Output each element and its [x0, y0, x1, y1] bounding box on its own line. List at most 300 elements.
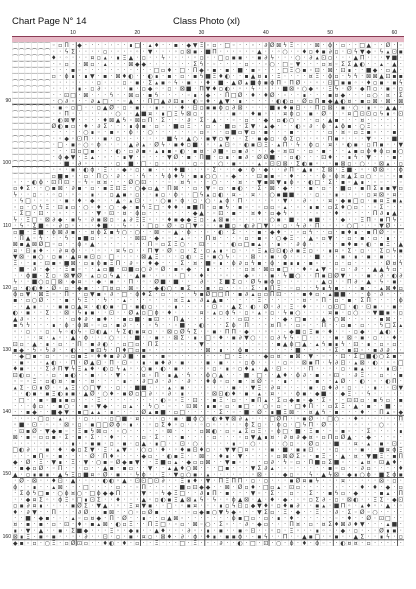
stitch-symbol: · — [368, 118, 370, 124]
stitch-symbol: · — [188, 491, 190, 497]
stitch-symbol: · — [14, 273, 16, 279]
stitch-symbol: · — [194, 454, 196, 460]
stitch-symbol: · — [162, 217, 164, 223]
stitch-symbol: ■ — [295, 429, 301, 435]
stitch-symbol: ♦ — [173, 167, 178, 174]
stitch-symbol: ¤ — [277, 354, 281, 360]
stitch-symbol: ◆ — [309, 87, 314, 93]
stitch-symbol: · — [168, 118, 170, 124]
stitch-symbol: · — [291, 199, 293, 205]
stitch-symbol: ▫ — [13, 286, 17, 292]
stitch-symbol: · — [104, 385, 106, 391]
stitch-symbol: ▲ — [219, 99, 224, 105]
stitch-symbol: ▼ — [251, 124, 256, 130]
stitch-symbol: ♦ — [270, 496, 275, 503]
stitch-symbol: ▪ — [20, 466, 24, 472]
stitch-symbol: ◦ — [161, 105, 164, 111]
stitch-symbol: ⋅ — [348, 329, 350, 335]
stitch-symbol: · — [213, 441, 215, 447]
stitch-symbol: ▪ — [193, 472, 197, 478]
stitch-symbol: · — [393, 466, 395, 472]
stitch-symbol: · — [361, 230, 363, 236]
stitch-symbol: · — [194, 342, 196, 348]
stitch-symbol: ▪ — [155, 336, 159, 342]
stitch-symbol: ϟ — [335, 491, 339, 497]
stitch-symbol: Σ — [348, 62, 352, 68]
stitch-symbol: ◐ — [353, 304, 358, 310]
stitch-symbol: ▪ — [193, 174, 197, 180]
stitch-symbol: · — [188, 273, 190, 279]
stitch-symbol: ▲ — [366, 280, 371, 286]
stitch-symbol: Π — [154, 373, 158, 379]
stitch-symbol: ▲ — [309, 236, 314, 242]
stitch-symbol: ◦ — [303, 497, 306, 503]
stitch-symbol: · — [79, 404, 81, 410]
stitch-symbol: ⊠ — [135, 118, 140, 124]
stitch-symbol: ▲ — [90, 360, 95, 366]
stitch-symbol: Ø — [148, 509, 153, 516]
stitch-symbol: ¤ — [251, 379, 255, 385]
stitch-symbol: · — [213, 342, 215, 348]
stitch-symbol: Π — [289, 522, 293, 528]
stitch-symbol: · — [271, 472, 273, 478]
stitch-symbol: · — [34, 441, 36, 447]
stitch-symbol: ▪ — [20, 541, 24, 546]
stitch-symbol: ▪ — [264, 280, 268, 286]
stitch-symbol: · — [348, 56, 350, 62]
stitch-symbol: ▫ — [90, 62, 94, 68]
stitch-symbol: · — [201, 304, 203, 310]
stitch-symbol: · — [143, 168, 145, 174]
stitch-symbol: · — [374, 217, 376, 223]
stitch-symbol: ⋅ — [374, 429, 376, 435]
stitch-symbol: ▪ — [392, 528, 396, 534]
stitch-symbol: Π — [315, 273, 319, 279]
stitch-symbol: ¤ — [328, 199, 332, 205]
stitch-symbol: ∂ — [97, 124, 100, 130]
stitch-symbol: · — [143, 43, 145, 49]
stitch-symbol: Π — [392, 379, 396, 385]
stitch-symbol: · — [246, 255, 248, 261]
stitch-symbol: · — [368, 329, 370, 335]
stitch-symbol: ▪ — [380, 441, 384, 447]
stitch-symbol: ϟ — [283, 43, 287, 49]
stitch-symbol: ▫ — [399, 485, 403, 491]
stitch-symbol: ◦ — [78, 68, 81, 74]
stitch-symbol: ▪ — [65, 398, 69, 404]
stitch-symbol: ɸ — [65, 74, 69, 80]
stitch-symbol: ♦ — [327, 154, 332, 161]
stitch-symbol: ◦ — [174, 448, 177, 454]
stitch-symbol: · — [188, 62, 190, 68]
stitch-symbol: ▫ — [270, 267, 274, 273]
stitch-symbol: ▴ — [380, 62, 383, 68]
stitch-symbol: □ — [179, 410, 185, 416]
stitch-symbol: ◦ — [399, 180, 402, 186]
stitch-symbol: ◦ — [251, 273, 254, 279]
stitch-symbol: · — [194, 323, 196, 329]
stitch-symbol: Σ — [258, 466, 262, 472]
stitch-symbol: ϟ — [399, 80, 403, 86]
stitch-symbol: · — [265, 261, 267, 267]
stitch-symbol: ɸ — [322, 124, 326, 130]
stitch-symbol: Ø — [129, 310, 134, 317]
stitch-symbol: ◦ — [277, 174, 280, 180]
stitch-symbol: ⋅ — [156, 168, 158, 174]
stitch-symbol: ◦ — [20, 379, 23, 385]
stitch-symbol: ◆ — [51, 429, 56, 435]
stitch-symbol: ¤ — [142, 373, 146, 379]
stitch-symbol: ϟ — [20, 323, 24, 329]
stitch-symbol: · — [400, 236, 402, 242]
stitch-symbol: ▫ — [245, 485, 249, 491]
stitch-symbol: ⌒ — [12, 67, 18, 74]
stitch-symbol: · — [387, 392, 389, 398]
stitch-symbol: · — [111, 429, 113, 435]
stitch-symbol: · — [355, 161, 357, 167]
stitch-symbol: · — [130, 485, 132, 491]
stitch-symbol: · — [46, 298, 48, 304]
stitch-symbol: ▫ — [52, 522, 56, 528]
stitch-symbol: ∎ — [65, 205, 69, 211]
stitch-symbol: ⊡ — [64, 522, 69, 528]
stitch-symbol: Ø — [90, 453, 95, 460]
stitch-symbol: ◆ — [199, 485, 204, 491]
stitch-symbol: ▫ — [322, 186, 326, 192]
stitch-symbol: ▫ — [148, 535, 152, 541]
stitch-symbol: ♦ — [360, 409, 365, 416]
stitch-symbol: · — [188, 429, 190, 435]
stitch-symbol: · — [329, 367, 331, 373]
stitch-symbol: · — [14, 491, 16, 497]
stitch-symbol: ▫ — [360, 174, 364, 180]
stitch-symbol: ▲ — [13, 317, 18, 323]
stitch-symbol: ϟ — [65, 236, 69, 242]
stitch-symbol: · — [111, 317, 113, 323]
stitch-symbol: ϟ — [142, 174, 146, 180]
stitch-symbol: ■ — [77, 528, 83, 534]
stitch-symbol: ∂ — [33, 267, 36, 273]
stitch-symbol: ◆ — [341, 392, 346, 398]
stitch-symbol: ▫ — [335, 298, 339, 304]
stitch-symbol: · — [355, 479, 357, 485]
stitch-symbol: · — [213, 155, 215, 161]
stitch-symbol: · — [162, 311, 164, 317]
stitch-symbol: ⊠ — [360, 360, 365, 366]
stitch-symbol: ◐ — [51, 379, 56, 385]
stitch-symbol: ♦ — [38, 247, 43, 254]
stitch-symbol: ♦ — [366, 79, 371, 86]
stitch-symbol: ◦ — [46, 441, 49, 447]
stitch-symbol: ϟ — [290, 336, 294, 342]
stitch-symbol: ♦ — [160, 447, 165, 454]
stitch-symbol: · — [117, 224, 119, 230]
stitch-symbol: ∂ — [78, 161, 81, 167]
stitch-symbol: · — [21, 410, 23, 416]
stitch-symbol: ∎ — [219, 504, 223, 510]
stitch-symbol: · — [143, 336, 145, 342]
stitch-symbol: · — [168, 336, 170, 342]
stitch-symbol: · — [124, 62, 126, 68]
stitch-symbol: □ — [102, 99, 108, 105]
stitch-symbol: · — [104, 192, 106, 198]
stitch-symbol: ▫ — [212, 205, 216, 211]
stitch-symbol: ∂ — [219, 541, 222, 546]
stitch-symbol: ▲ — [129, 99, 134, 105]
stitch-symbol: ♦ — [205, 534, 210, 541]
stitch-symbol: ∎ — [45, 342, 49, 348]
stitch-symbol: Ξ — [193, 217, 197, 223]
stitch-symbol: ▼ — [225, 448, 230, 454]
stitch-symbol: · — [393, 510, 395, 516]
stitch-symbol: Ξ — [123, 56, 127, 62]
stitch-symbol: ▫ — [290, 441, 294, 447]
stitch-symbol: ▪ — [277, 217, 281, 223]
stitch-symbol: Σ — [399, 93, 403, 99]
stitch-symbol: ♦ — [199, 272, 204, 279]
stitch-symbol: ∎ — [84, 311, 88, 317]
stitch-symbol: ◦ — [316, 261, 319, 267]
stitch-symbol: ◦ — [399, 304, 402, 310]
stitch-symbol: Π — [206, 236, 210, 242]
stitch-symbol: ▫ — [187, 143, 191, 149]
stitch-symbol: · — [175, 68, 177, 74]
stitch-symbol: · — [27, 230, 29, 236]
stitch-symbol: ■ — [186, 87, 192, 93]
stitch-symbol: ▫ — [97, 80, 101, 86]
stitch-symbol: · — [162, 230, 164, 236]
stitch-symbol: · — [336, 217, 338, 223]
stitch-symbol: · — [361, 155, 363, 161]
stitch-symbol: · — [284, 304, 286, 310]
stitch-symbol: Σ — [155, 342, 159, 348]
stitch-symbol: ▫ — [155, 124, 159, 130]
stitch-symbol: ▪ — [71, 143, 75, 149]
stitch-symbol: ◐ — [96, 329, 101, 335]
stitch-symbol: Ø — [289, 453, 294, 460]
stitch-symbol: · — [111, 342, 113, 348]
stitch-symbol: · — [258, 99, 260, 105]
stitch-symbol: ∂ — [123, 323, 126, 329]
stitch-symbol: · — [66, 448, 68, 454]
stitch-symbol: · — [85, 273, 87, 279]
stitch-symbol: · — [194, 286, 196, 292]
stitch-symbol: ▪ — [219, 298, 223, 304]
stitch-symbol: · — [297, 255, 299, 261]
stitch-symbol: ∎ — [84, 74, 88, 80]
stitch-symbol: · — [336, 323, 338, 329]
stitch-symbol: · — [53, 130, 55, 136]
stitch-symbol: ◦ — [283, 392, 286, 398]
stitch-symbol: ⋅ — [207, 217, 209, 223]
stitch-symbol: ⋅ — [297, 99, 299, 105]
stitch-symbol: ⊡ — [276, 248, 281, 254]
stitch-symbol: · — [297, 93, 299, 99]
stitch-symbol: ◦ — [174, 398, 177, 404]
stitch-symbol: · — [201, 466, 203, 472]
stitch-symbol: ◆ — [199, 68, 204, 74]
stitch-symbol: ▪ — [270, 448, 274, 454]
stitch-symbol: ¤ — [200, 311, 204, 317]
stitch-symbol: ▲ — [321, 280, 326, 286]
stitch-symbol: · — [233, 491, 235, 497]
stitch-symbol: ϟ — [283, 336, 287, 342]
stitch-symbol: Σ — [309, 491, 313, 497]
stitch-symbol: ⌒ — [38, 154, 44, 161]
stitch-symbol: Ø — [39, 297, 44, 304]
stitch-symbol: ⊡ — [340, 360, 345, 366]
stitch-symbol: · — [393, 236, 395, 242]
stitch-symbol: · — [188, 392, 190, 398]
stitch-symbol: ♦ — [141, 291, 146, 298]
stitch-symbol: · — [381, 360, 383, 366]
stitch-symbol: · — [111, 180, 113, 186]
stitch-symbol: ◦ — [187, 236, 190, 242]
stitch-symbol: ▫ — [193, 199, 197, 205]
stitch-symbol: ∂ — [303, 199, 306, 205]
stitch-symbol: ♦ — [282, 503, 287, 510]
stitch-symbol: · — [303, 236, 305, 242]
stitch-symbol: ▫ — [360, 248, 364, 254]
stitch-symbol: ▫ — [180, 255, 184, 261]
stitch-symbol: ▴ — [84, 367, 87, 373]
stitch-symbol: · — [53, 342, 55, 348]
stitch-symbol: · — [98, 485, 100, 491]
stitch-symbol: Ø — [257, 409, 262, 416]
stitch-symbol: · — [201, 136, 203, 142]
stitch-symbol: · — [98, 466, 100, 472]
stitch-symbol: ◐ — [103, 367, 108, 373]
stitch-symbol: Ξ — [180, 398, 184, 404]
stitch-symbol: Σ — [315, 497, 319, 503]
stitch-symbol: ɸ — [257, 80, 261, 86]
stitch-symbol: · — [323, 118, 325, 124]
stitch-symbol: ∂ — [200, 298, 203, 304]
stitch-symbol: ◆ — [366, 49, 371, 55]
stitch-symbol: · — [98, 311, 100, 317]
stitch-symbol: ▪ — [380, 491, 384, 497]
stitch-symbol: ⌒ — [19, 79, 25, 86]
stitch-symbol: · — [316, 423, 318, 429]
stitch-symbol: ◦ — [71, 423, 74, 429]
stitch-symbol: · — [246, 472, 248, 478]
stitch-symbol: ▪ — [135, 205, 139, 211]
stitch-symbol: · — [284, 217, 286, 223]
stitch-symbol: ■ — [179, 485, 185, 491]
stitch-symbol: · — [85, 217, 87, 223]
stitch-symbol: ◦ — [328, 373, 331, 379]
stitch-symbol: ⌒ — [25, 117, 31, 124]
stitch-symbol: · — [98, 68, 100, 74]
stitch-symbol: ◐ — [283, 118, 288, 124]
stitch-symbol: · — [162, 168, 164, 174]
stitch-symbol: · — [284, 80, 286, 86]
stitch-symbol: ϟ — [174, 136, 178, 142]
stitch-symbol: ◆ — [26, 466, 31, 472]
stitch-symbol: ▫ — [399, 286, 403, 292]
stitch-symbol: · — [194, 360, 196, 366]
stitch-symbol: ▪ — [122, 466, 126, 472]
stitch-symbol: · — [297, 541, 299, 546]
stitch-symbol: ▪ — [206, 105, 210, 111]
stitch-symbol: ¤ — [13, 248, 17, 254]
stitch-symbol: ⋅ — [136, 130, 138, 136]
stitch-symbol: ▫ — [302, 230, 306, 236]
stitch-symbol: ♦ — [315, 48, 320, 55]
stitch-symbol: · — [156, 504, 158, 510]
stitch-symbol: ◐ — [225, 392, 230, 398]
stitch-symbol: ⊡ — [186, 404, 191, 410]
stitch-symbol: ⌒ — [38, 173, 44, 180]
stitch-symbol: · — [393, 373, 395, 379]
stitch-symbol: · — [348, 267, 350, 273]
stitch-symbol: · — [278, 466, 280, 472]
stitch-symbol: ▲ — [264, 367, 269, 373]
stitch-symbol: Ø — [84, 359, 89, 366]
stitch-symbol: ⊠ — [186, 497, 191, 503]
stitch-symbol: ɸ — [399, 298, 403, 304]
stitch-symbol: · — [207, 497, 209, 503]
stitch-symbol: ∎ — [354, 255, 358, 261]
stitch-symbol: · — [246, 93, 248, 99]
stitch-symbol: ▫ — [142, 510, 146, 516]
stitch-symbol: Ξ — [84, 298, 88, 304]
stitch-symbol: · — [226, 168, 228, 174]
stitch-symbol: ◦ — [335, 267, 338, 273]
stitch-symbol: · — [21, 329, 23, 335]
stitch-symbol: ◦ — [328, 535, 331, 541]
stitch-symbol: ϟ — [225, 205, 229, 211]
stitch-symbol: ϟ — [386, 535, 390, 541]
column-label: 10 — [70, 30, 76, 36]
stitch-symbol: ♦ — [90, 366, 95, 373]
stitch-symbol: · — [323, 404, 325, 410]
stitch-symbol: ▼ — [373, 311, 378, 317]
stitch-symbol: · — [79, 124, 81, 130]
stitch-symbol: · — [226, 180, 228, 186]
stitch-symbol: · — [239, 273, 241, 279]
stitch-symbol: · — [40, 304, 42, 310]
stitch-symbol: · — [117, 68, 119, 74]
stitch-symbol: ▪ — [335, 136, 339, 142]
stitch-symbol: ⊠ — [263, 267, 268, 273]
stitch-symbol: · — [27, 348, 29, 354]
stitch-symbol: · — [194, 118, 196, 124]
stitch-symbol: ◆ — [309, 398, 314, 404]
stitch-symbol: ▫ — [26, 472, 30, 478]
stitch-symbol: Ø — [174, 154, 179, 161]
stitch-symbol: ◆ — [39, 516, 44, 522]
stitch-symbol: · — [201, 180, 203, 186]
stitch-symbol: · — [201, 329, 203, 335]
stitch-symbol: ◦ — [91, 354, 94, 360]
stitch-symbol: ⋅ — [265, 149, 267, 155]
stitch-symbol: · — [85, 373, 87, 379]
stitch-symbol: ∂ — [200, 491, 203, 497]
stitch-symbol: ⊠ — [128, 62, 133, 68]
stitch-symbol: ⌒ — [38, 129, 44, 136]
stitch-symbol: · — [117, 398, 119, 404]
stitch-symbol: ◦ — [219, 304, 222, 310]
stitch-symbol: ⌒ — [25, 73, 31, 80]
stitch-symbol: · — [265, 336, 267, 342]
stitch-symbol: · — [111, 80, 113, 86]
stitch-symbol: ∎ — [13, 528, 17, 534]
stitch-symbol: ⋅ — [168, 317, 170, 323]
stitch-symbol: ▪ — [302, 416, 306, 422]
stitch-symbol: ▫ — [347, 161, 351, 167]
stitch-symbol: ¤ — [174, 298, 178, 304]
